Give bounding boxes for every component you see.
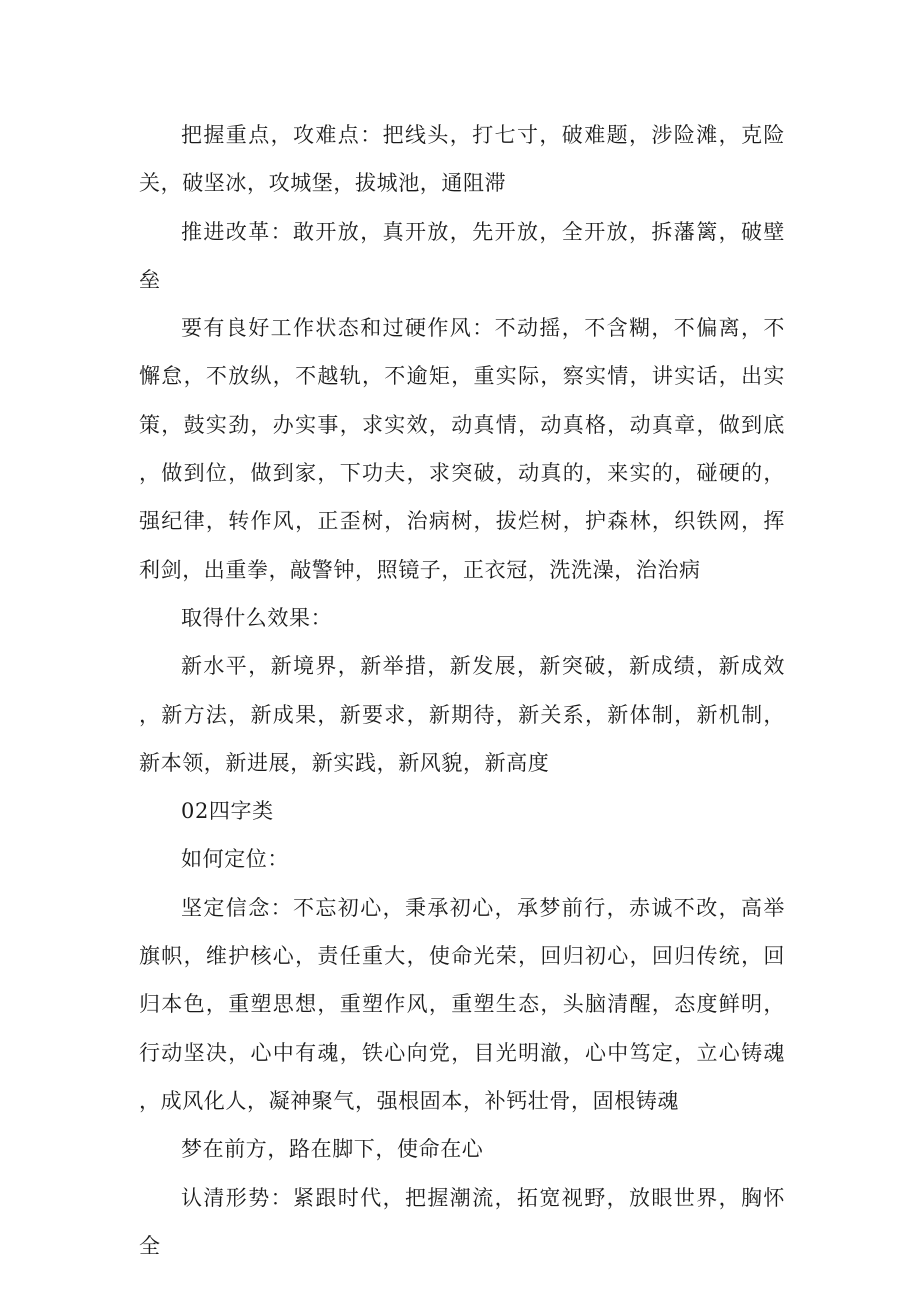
paragraph-advance-reform: 推进改革：敢开放，真开放，先开放，全开放，拆藩篱，破壁垒 <box>139 219 785 292</box>
paragraph-firm-belief: 坚定信念：不忘初心，秉承初心，承梦前行，赤诚不改，高举旗帜，维护核心，责任重大，使命光荣，回归初心，回归传统，回归本色，重塑思想，重塑作风，重塑生态，头脑清醒，态度鲜明，行动坚决，心中有魂，铁心向党，目光明澈，心中笃定，立心铸魂，成风化人，凝神聚气，强根固本，补钙壮骨，固根铸魂 <box>139 895 785 1113</box>
paragraph-new-items: 新水平，新境界，新举措，新发展，新突破，新成绩，新成效，新方法，新成果，新要求，新期待，新关系，新体制，新机制，新本领，新进展，新实践，新风貌，新高度 <box>139 654 785 775</box>
paragraph-situation: 认清形势：紧跟时代，把握潮流，拓宽视野，放眼世界，胸怀全 <box>139 1185 785 1258</box>
paragraph-effects-heading: 取得什么效果： <box>181 605 333 630</box>
paragraph-dream-ahead: 梦在前方，路在脚下，使命在心 <box>181 1137 484 1162</box>
paragraph-work-style: 要有良好工作状态和过硬作风：不动摇，不含糊，不偏离，不懈怠，不放纵，不越轨，不逾矩，重实际，察实情，讲实话，出实策，鼓实劲，办实事，求实效，动真情，动真格，动真章，做到底，做到位，做到家，下功夫，求突破，动真的，来实的，碰硬的，强纪律，转作风，正歪树，治病树，拔烂树，护森林，织铁网，挥利剑，出重拳，敲警钟，照镜子，正衣冠，洗洗澡，治治病 <box>139 316 785 582</box>
paragraph-positioning-heading: 如何定位： <box>181 847 289 872</box>
document-body <box>139 111 785 1270</box>
paragraph-grasp-key-points: 把握重点，攻难点：把线头，打七寸，破难题，涉险滩，克险关，破坚冰，攻城堡，拔城池，通阻滞 <box>139 123 785 196</box>
section-heading-four-char: 02四字类 <box>181 799 274 824</box>
